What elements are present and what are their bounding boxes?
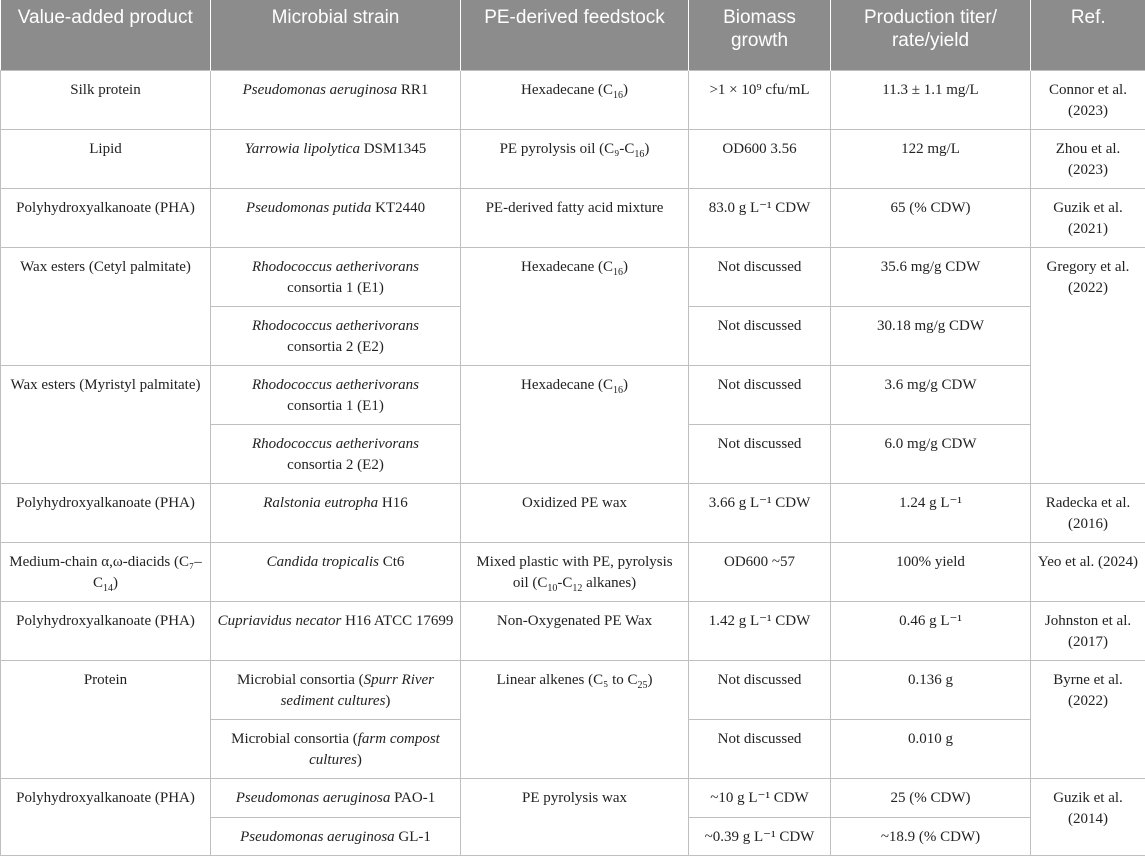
strain-italic: Yarrowia lipolytica bbox=[244, 140, 360, 157]
feed-sub: 16 bbox=[613, 89, 624, 101]
feed-b: ) bbox=[647, 671, 653, 688]
biomass-cell: 3.66 g L⁻¹ CDW bbox=[689, 483, 831, 542]
product-cell: Polyhydroxyalkanoate (PHA) bbox=[1, 601, 211, 660]
feed-a: Linear alkenes (C₅ to C bbox=[496, 671, 638, 688]
feedstock-cell bbox=[461, 365, 689, 483]
strain-rest: RR1 bbox=[397, 81, 429, 98]
strain-italic: Pseudomonas putida bbox=[245, 199, 372, 216]
strain-cell bbox=[211, 365, 461, 424]
table-row bbox=[1, 129, 1145, 188]
feed-a: Mixed plastic with PE, pyrolysis oil (C bbox=[476, 553, 673, 591]
strain-cell bbox=[211, 601, 461, 660]
table-row bbox=[1, 483, 1145, 542]
strain-italic: Rhodococcus aetherivorans bbox=[251, 258, 420, 275]
feedstock-cell: PE pyrolysis wax bbox=[461, 778, 689, 855]
feedstock-cell bbox=[461, 542, 689, 601]
ref-cell: Johnston et al. (2017) bbox=[1031, 601, 1145, 660]
feed-sub: 16 bbox=[613, 266, 624, 278]
product-cell: Polyhydroxyalkanoate (PHA) bbox=[1, 483, 211, 542]
titer-cell: 65 (% CDW) bbox=[831, 188, 1031, 247]
feedstock-cell: Oxidized PE wax bbox=[461, 483, 689, 542]
ref-cell: Radecka et al. (2016) bbox=[1031, 483, 1145, 542]
product-cell: Polyhydroxyalkanoate (PHA) bbox=[1, 188, 211, 247]
table-row bbox=[1, 365, 1145, 424]
titer-cell: 35.6 mg/g CDW bbox=[831, 247, 1031, 306]
biomass-cell: OD600 3.56 bbox=[689, 129, 831, 188]
product-a: Medium-chain α,ω-diacids (C₇–C bbox=[9, 553, 202, 591]
feedstock-cell: Non-Oxygenated PE Wax bbox=[461, 601, 689, 660]
table-row bbox=[1, 70, 1145, 129]
strain-rest: consortia 1 (E1) bbox=[287, 397, 384, 414]
biomass-cell: Not discussed bbox=[689, 306, 831, 365]
header-feedstock: PE-derived feedstock bbox=[461, 0, 689, 70]
ref-cell: Zhou et al. (2023) bbox=[1031, 129, 1145, 188]
strain-close: ) bbox=[385, 692, 391, 709]
feed-b: ) bbox=[623, 81, 629, 98]
biomass-cell: Not discussed bbox=[689, 660, 831, 719]
strain-italic: Ralstonia eutropha bbox=[263, 494, 379, 511]
ref-cell: Gregory et al. (2022) bbox=[1031, 247, 1145, 483]
biomass-cell: ~0.39 g L⁻¹ CDW bbox=[689, 817, 831, 855]
strain-plain: Microbial consortia ( bbox=[236, 671, 364, 688]
header-biomass: Biomass growth bbox=[689, 0, 831, 70]
strain-italic: Cupriavidus necator bbox=[217, 612, 342, 629]
header-titer: Production titer/ rate/yield bbox=[831, 0, 1031, 70]
biomass-cell: Not discussed bbox=[689, 365, 831, 424]
feed-b: ) bbox=[623, 376, 629, 393]
ref-cell: Guzik et al. (2014) bbox=[1031, 778, 1145, 855]
strain-italic: Rhodococcus aetherivorans bbox=[251, 435, 420, 452]
feedstock-cell bbox=[461, 247, 689, 365]
biomass-cell: 83.0 g L⁻¹ CDW bbox=[689, 188, 831, 247]
titer-cell: 3.6 mg/g CDW bbox=[831, 365, 1031, 424]
biomass-cell: >1 × 10⁹ cfu/mL bbox=[689, 70, 831, 129]
titer-cell: ~18.9 (% CDW) bbox=[831, 817, 1031, 855]
feed-sub: 10 bbox=[547, 582, 558, 594]
strain-cell bbox=[211, 424, 461, 483]
strain-cell bbox=[211, 660, 461, 719]
feed-sub: 25 bbox=[637, 679, 648, 691]
strain-rest: KT2440 bbox=[371, 199, 426, 216]
feed-b: ) bbox=[623, 258, 629, 275]
titer-cell: 100% yield bbox=[831, 542, 1031, 601]
strain-rest: PAO-1 bbox=[390, 789, 436, 806]
product-b: ) bbox=[113, 574, 118, 591]
feed-sub: 16 bbox=[613, 384, 624, 396]
table-row bbox=[1, 247, 1145, 306]
biomass-cell: ~10 g L⁻¹ CDW bbox=[689, 778, 831, 817]
table-row bbox=[1, 542, 1145, 601]
product-sub: 14 bbox=[103, 582, 113, 594]
strain-rest: DSM1345 bbox=[359, 140, 427, 157]
header-ref: Ref. bbox=[1031, 0, 1145, 70]
strain-close: ) bbox=[356, 751, 362, 768]
table-row bbox=[1, 778, 1145, 817]
product-cell: Silk protein bbox=[1, 70, 211, 129]
table-body bbox=[1, 70, 1145, 855]
titer-cell: 122 mg/L bbox=[831, 129, 1031, 188]
feed-a: Hexadecane (C bbox=[520, 376, 614, 393]
header-strain: Microbial strain bbox=[211, 0, 461, 70]
product-cell: Wax esters (Cetyl palmitate) bbox=[1, 247, 211, 365]
strain-italic: Pseudomonas aeruginosa bbox=[242, 81, 398, 98]
strain-italic: Rhodococcus aetherivorans bbox=[251, 376, 420, 393]
feed-a: Hexadecane (C bbox=[520, 81, 614, 98]
strain-italic: Candida tropicalis bbox=[266, 553, 379, 570]
titer-cell: 6.0 mg/g CDW bbox=[831, 424, 1031, 483]
strain-cell bbox=[211, 247, 461, 306]
feed-b: ) bbox=[644, 140, 650, 157]
titer-cell: 0.136 g bbox=[831, 660, 1031, 719]
strain-italic: Pseudomonas aeruginosa bbox=[240, 828, 395, 845]
strain-italic: Rhodococcus aetherivorans bbox=[251, 317, 420, 334]
strain-cell bbox=[211, 778, 461, 817]
ref-cell: Guzik et al. (2021) bbox=[1031, 188, 1145, 247]
feed-a: Hexadecane (C bbox=[520, 258, 614, 275]
strain-cell bbox=[211, 483, 461, 542]
strain-cell bbox=[211, 542, 461, 601]
table-row bbox=[1, 188, 1145, 247]
header-product: Value-added product bbox=[1, 0, 211, 70]
biomass-cell: OD600 ~57 bbox=[689, 542, 831, 601]
ref-cell: Connor et al. (2023) bbox=[1031, 70, 1145, 129]
strain-rest: GL-1 bbox=[394, 828, 431, 845]
biomass-cell: 1.42 g L⁻¹ CDW bbox=[689, 601, 831, 660]
strain-cell bbox=[211, 129, 461, 188]
feedstock-cell bbox=[461, 129, 689, 188]
ref-cell: Byrne et al. (2022) bbox=[1031, 660, 1145, 778]
titer-cell: 11.3 ± 1.1 mg/L bbox=[831, 70, 1031, 129]
feedstock-cell: PE-derived fatty acid mixture bbox=[461, 188, 689, 247]
strain-cell bbox=[211, 188, 461, 247]
biomass-cell: Not discussed bbox=[689, 719, 831, 778]
ref-cell: Yeo et al. (2024) bbox=[1031, 542, 1145, 601]
strain-cell bbox=[211, 719, 461, 778]
feedstock-cell bbox=[461, 70, 689, 129]
product-cell: Protein bbox=[1, 660, 211, 778]
strain-plain: Microbial consortia ( bbox=[231, 730, 358, 747]
biomass-cell: Not discussed bbox=[689, 247, 831, 306]
strain-rest: H16 ATCC 17699 bbox=[341, 612, 454, 629]
strain-italic: Spurr River sediment cultures bbox=[280, 671, 435, 709]
strain-rest: consortia 2 (E2) bbox=[287, 338, 384, 355]
strain-rest: Ct6 bbox=[378, 553, 405, 570]
table-header bbox=[1, 0, 1145, 70]
table-row bbox=[1, 601, 1145, 660]
strain-rest: H16 bbox=[378, 494, 408, 511]
product-cell bbox=[1, 542, 211, 601]
strain-italic: Pseudomonas aeruginosa bbox=[235, 789, 391, 806]
titer-cell: 0.46 g L⁻¹ bbox=[831, 601, 1031, 660]
biomass-cell: Not discussed bbox=[689, 424, 831, 483]
feed-sub: 16 bbox=[634, 148, 645, 160]
feed-sub2: 12 bbox=[572, 582, 583, 594]
strain-cell bbox=[211, 817, 461, 855]
titer-cell: 30.18 mg/g CDW bbox=[831, 306, 1031, 365]
titer-cell: 25 (% CDW) bbox=[831, 778, 1031, 817]
strain-cell bbox=[211, 70, 461, 129]
product-cell: Lipid bbox=[1, 129, 211, 188]
titer-cell: 1.24 g L⁻¹ bbox=[831, 483, 1031, 542]
feed-a: PE pyrolysis oil (C₉-C bbox=[499, 140, 635, 157]
strain-rest: consortia 1 (E1) bbox=[287, 279, 384, 296]
feedstock-cell bbox=[461, 660, 689, 778]
titer-cell: 0.010 g bbox=[831, 719, 1031, 778]
feed-c: alkanes) bbox=[582, 574, 637, 591]
table-row bbox=[1, 660, 1145, 719]
product-cell: Wax esters (Myristyl palmitate) bbox=[1, 365, 211, 483]
header-row bbox=[1, 0, 1145, 70]
strain-cell bbox=[211, 306, 461, 365]
feed-b: -C bbox=[557, 574, 573, 591]
strain-rest: consortia 2 (E2) bbox=[287, 456, 384, 473]
strain-italic: farm compost cultures bbox=[309, 730, 440, 768]
product-cell: Polyhydroxyalkanoate (PHA) bbox=[1, 778, 211, 855]
